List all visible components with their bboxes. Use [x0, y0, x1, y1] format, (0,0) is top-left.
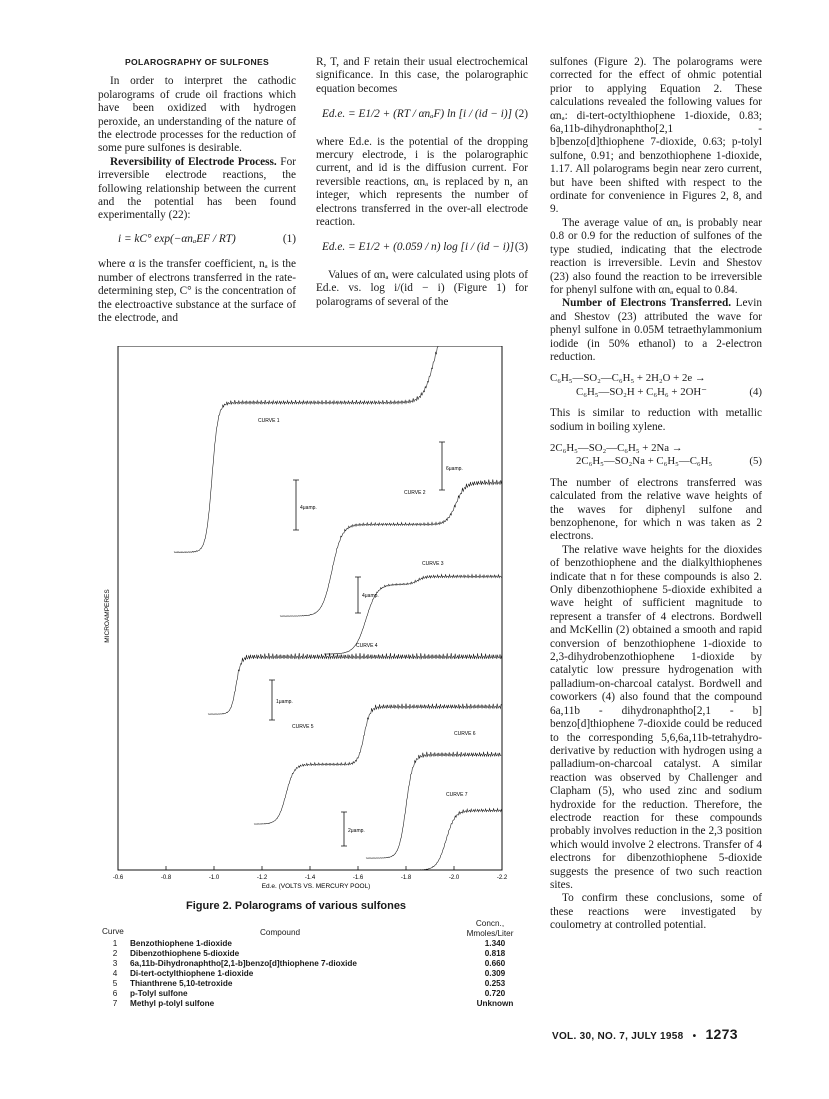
curve-label-4: CURVE 4: [356, 643, 378, 649]
paragraph: sulfones (Figure 2). The polarograms were corrected for the effect of ohmic potential prior to applying Equation 2. These calculations revealed the following values for αnₐ: di-tert-octylthiophene 1-dioxide, 0.83; 6a,11b-dihydronaphtho[2,1 - b]benzo[d]thiophene 7-dioxide, 0.63; p-tolyl sulfone, 0.91; and benzothiophene 1-dioxide, 1.17. All polarograms begin near zero current, but have been shifted with respect to the ordinate for convenience in Figures 2, 8, and 9.: [550, 56, 762, 216]
scale-bar-label: 6μamp.: [446, 466, 463, 472]
legend-row: [100, 999, 530, 1009]
journal-info: VOL. 30, NO. 7, JULY 1958: [552, 1031, 684, 1042]
footer-bullet: •: [692, 1031, 697, 1042]
polarogram-curve-2: [280, 479, 502, 616]
scale-bar-label: 1μamp.: [276, 699, 293, 705]
legend-concentration: 1.340: [484, 939, 506, 948]
legend-row: [100, 989, 530, 999]
paragraph: Values of αnₐ were calculated using plots of Ed.e. vs. log i/(id − i) (Figure 1) for polarograms of several of the: [316, 268, 528, 308]
x-tick-label: -1.2: [256, 875, 268, 881]
curve-label-6: CURVE 6: [454, 731, 476, 737]
legend-header-curve: Curve: [102, 927, 124, 936]
equation-number: (5): [749, 455, 762, 468]
text-column-2: [316, 56, 528, 309]
legend-curve-number: 3: [112, 959, 118, 968]
legend-concentration: 0.253: [484, 979, 506, 988]
x-tick-label: -2.2: [496, 875, 508, 881]
equation-1: i = kC° exp(−αnₐEF / RT): [118, 232, 236, 245]
paragraph: where α is the transfer coefficient, nₐ is the number of electrons transferred in the rate-determining step, C° is the concentration of the electroactive substance at the surface of the electrode, and: [98, 258, 296, 324]
polarogram-curve-4: [208, 653, 502, 714]
figure-legend-table: [100, 917, 530, 1009]
equation-4: [550, 372, 762, 399]
equation-5-line-2: 2C₆H₅—SO₂Na + C₆H₅—C₆H₅: [576, 455, 713, 468]
page-number: 1273: [705, 1026, 738, 1042]
paragraph: R, T, and F retain their usual electrochemical significance. In this case, the polarographic equation becomes: [316, 56, 528, 95]
section-heading: Reversibility of Electrode Process.: [110, 155, 277, 168]
plot-frame: [118, 346, 502, 870]
paragraph: For irreversible electrode reactions, the following relationship between the current and the potential has been found experimentally (22):: [98, 155, 296, 222]
equation-5-line-1: 2C₆H₅—SO₂—C₆H₅ + 2Na →: [550, 441, 683, 454]
x-tick-label: -1.0: [208, 875, 220, 881]
equation-number: (4): [749, 385, 762, 398]
x-tick-label: -0.8: [160, 875, 172, 881]
paragraph: In order to interpret the cathodic polarograms of crude oil fractions which have been oxidized with hydrogen peroxide, an understanding of the nature of the electrode processes for the reduction of some pure sulfones is desirable.: [98, 75, 296, 155]
curve-label-2: CURVE 2: [404, 490, 426, 496]
equation-3: Ed.e. = E1/2 + (0.059 / n) log [i / (id − i)]: [322, 241, 514, 254]
curve-label-7: CURVE 7: [446, 792, 468, 798]
equation-number: (3): [514, 241, 528, 254]
equation-number: (2): [514, 108, 528, 121]
legend-curve-number: 7: [112, 999, 118, 1008]
paragraph: The relative wave heights for the dioxides of benzothiophene and the dialkylthiophenes indicate that n for these compounds is also 2. Only dibenzothiophene 5-dioxide exhibited a wave height of sufficient magnitude to represent a transfer of 4 electrons. Bordwell and McKellin (2) obtained a smooth and rapid conversion of benzothiophene 1-dioxide to 2,3-dihydrobenzothiophene 1-dioxide by catalytic low pressure hydrogenation with palladium-on-charcoal catalyst. Bordwell and coworkers (4) also found that the compound 6a,11b - dihydronaphtho[2,1 - b] benzo[d]thiophene 7-dioxide could be reduced to the corresponding 5,6,6a,11b-tetrahydro-derivative by reduction with hydrogen using a palladium-on-charcoal catalyst. A similar reaction was observed by Challenger and Clapham (5), who used zinc and sodium hydroxide for the reduction. Therefore, the electrode reaction for these compounds probably involves reduction in the 2,3 position which would involve 2 electrons. Transfer of 4 electrons for dibenzothiophene 5-dioxide suggests the presence of two such reaction sites.: [550, 543, 762, 891]
x-axis-label: Ed.e. (VOLTS VS. MERCURY POOL): [261, 883, 371, 890]
legend-row: [100, 959, 530, 969]
legend-rows: [100, 939, 530, 1009]
x-tick-label: -0.6: [112, 875, 124, 881]
scale-bar-label: 2μamp.: [348, 828, 365, 834]
legend-header-compound: Compound: [260, 928, 301, 937]
equation-number: (1): [282, 232, 296, 245]
figure-caption: Figure 2. Polarograms of various sulfones: [186, 900, 407, 912]
paragraph: Levin and Shestov (23) attributed the wave for phenyl sulfone in 0.05M tetraethylammonium iodide (in 50% ethanol) to a 2-electron reduction.: [550, 297, 762, 363]
legend-curve-number: 5: [112, 979, 118, 988]
scale-bar-label: 4μamp.: [300, 505, 317, 511]
legend-compound: Benzothiophene 1-dioxide: [130, 939, 232, 948]
equation-4-line-2: C₆H₅—SO₂H + C₆H₆ + 2OH⁻: [576, 385, 707, 398]
section-heading: Number of Electrons Transferred.: [562, 297, 732, 310]
paragraph: To confirm these conclusions, some of these reactions were investigated by coulometry at controlled potential.: [550, 892, 762, 932]
legend-compound: p-Tolyl sulfone: [130, 989, 188, 998]
page-footer: [552, 1026, 738, 1042]
x-tick-label: -2.0: [448, 875, 460, 881]
legend-row: [100, 979, 530, 989]
polarogram-curve-3: [324, 574, 502, 654]
paragraph: This is similar to reduction with metallic sodium in boiling xylene.: [550, 407, 762, 433]
legend-compound: 6a,11b-Dihydronaphtho[2,1-b]benzo[d]thiophene 7-dioxide: [130, 959, 357, 968]
legend-curve-number: 2: [112, 949, 118, 958]
x-tick-label: -1.6: [352, 875, 364, 881]
legend-row: [100, 969, 530, 979]
legend-row: [100, 949, 530, 959]
legend-concentration: 0.660: [484, 959, 506, 968]
text-column-3: [550, 56, 762, 933]
legend-compound: Dibenzothiophene 5-dioxide: [130, 949, 240, 958]
polarogram-curve-5: [254, 704, 501, 825]
legend-curve-number: 4: [112, 969, 118, 978]
legend-concentration: Unknown: [476, 999, 514, 1008]
legend-curve-number: 6: [112, 989, 118, 998]
x-tick-label: -1.4: [304, 875, 316, 881]
curve-label-1: CURVE 1: [258, 418, 280, 424]
legend-concentration: 0.818: [484, 949, 506, 958]
polarogram-curve-6: [366, 752, 501, 859]
equation-5: [550, 442, 762, 469]
legend-compound: Thianthrene 5,10-tetroxide: [130, 979, 233, 988]
legend-header-concentration: Concn., Mmoles/Liter: [466, 919, 514, 938]
text-column-1: [98, 56, 296, 325]
paragraph: where Ed.e. is the potential of the dropping mercury electrode, i is the polarographic current, and id is the diffusion current. For reversible reactions, αnₐ is replaced by n, an integer, which represents the number of electrons transferred in the over-all electrode reaction.: [316, 135, 528, 229]
x-axis-ticks: [113, 866, 508, 881]
legend-concentration: 0.309: [484, 969, 506, 978]
legend-compound: Methyl p-tolyl sulfone: [130, 999, 215, 1008]
legend-concentration: 0.720: [484, 989, 506, 998]
x-tick-label: -1.8: [400, 875, 412, 881]
equation-2: Ed.e. = E1/2 + (RT / αnₐF) ln [i / (id − i)]: [322, 108, 513, 121]
legend-compound: Di-tert-octylthiophene 1-dioxide: [130, 969, 254, 978]
curve-label-3: CURVE 3: [422, 561, 444, 567]
paragraph: The average value of αnₐ is probably near 0.8 or 0.9 for the reduction of sulfones of the type studied, indicating that the electrode reaction is irreversible. Levin and Shestov (23) also found the reaction to be irreversible for phenyl sulfone with αnₐ equal to 0.84.: [550, 216, 762, 296]
paragraph: The number of electrons transferred was calculated from the relative wave heights of the waves for diphenyl sulfone and benzophenone, for which n was taken as 2 electrons.: [550, 476, 762, 543]
polarogram-figure: [104, 346, 524, 892]
curve-label-5: CURVE 5: [292, 724, 314, 730]
legend-curve-number: 1: [112, 939, 118, 948]
running-heading: POLAROGRAPHY OF SULFONES: [124, 57, 270, 67]
polarogram-curve-7: [372, 808, 502, 870]
legend-row: [100, 939, 530, 949]
y-axis-label: MICROAMPERES: [104, 589, 111, 643]
equation-4-line-1: C₆H₅—SO₂—C₆H₅ + 2H₂O + 2e →: [550, 372, 706, 385]
scale-bar-label: 4μamp.: [362, 593, 379, 599]
polarogram-curve-1: [174, 346, 501, 553]
